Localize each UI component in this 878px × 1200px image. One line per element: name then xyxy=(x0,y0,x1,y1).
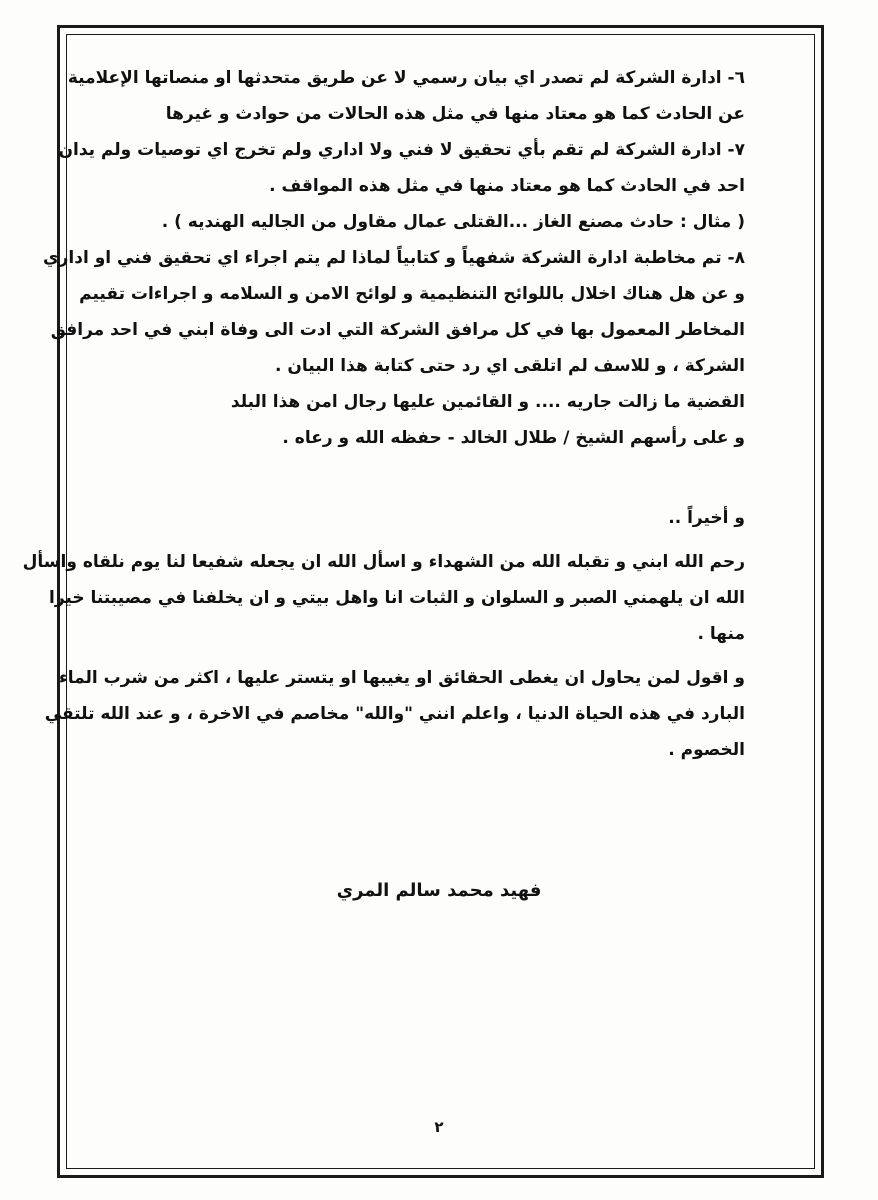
item-8-line: و عن هل هناك اخلال باللوائح التنظيمية و لوائح الامن و السلامه و اجراءات تقييم xyxy=(79,284,745,304)
closing-para1-line: منها . xyxy=(697,624,745,644)
closing-para1-line: رحم الله ابني و تقبله الله من الشهداء و اسأل الله ان يجعله شفيعا لنا يوم نلقاه واسأل xyxy=(22,552,745,572)
item-7-paragraph xyxy=(58,132,745,240)
closing-para1-line: الله ان يلهمني الصبر و السلوان و الثبات انا واهل بيتي و ان يخلفنا في مصيبتنا خيرا xyxy=(49,588,745,608)
item-8-line: الشركة ، و للاسف لم اتلقى اي رد حتى كتابة هذا البيان . xyxy=(275,356,745,376)
closing-para2-line: الخصوم . xyxy=(668,740,745,760)
page-number: ٢ xyxy=(434,1118,444,1136)
item-7-line: ٧- ادارة الشركة لم تقم بأي تحقيق لا فني ولا اداري ولم تخرج اي توصيات ولم يدان xyxy=(58,140,745,160)
spacer xyxy=(125,652,745,660)
closing-heading: و أخيراً .. xyxy=(668,508,745,528)
spacer xyxy=(125,456,745,500)
case-line: القضية ما زالت جاريه .... و القائمين عليها رجال امن هذا البلد xyxy=(230,392,745,412)
item-8-line: المخاطر المعمول بها في كل مرافق الشركة التي ادت الى وفاة ابني في احد مرافق xyxy=(50,320,745,340)
item-8-paragraph xyxy=(43,240,745,384)
document-body xyxy=(22,60,745,768)
item-7-line: احد في الحادث كما هو معتاد منها في مثل هذه المواقف . xyxy=(269,176,745,196)
closing-para2-line: البارد في هذه الحياة الدنيا ، واعلم انني "والله" مخاصم في الاخرة ، و عند الله تلتقي xyxy=(44,704,745,724)
case-paragraph xyxy=(125,384,745,456)
item-7-example: ( مثال : حادث مصنع الغاز ...القتلى عمال مقاول من الجاليه الهنديه ) . xyxy=(161,212,745,232)
signature-name: فهيد محمد سالم المري xyxy=(336,880,542,901)
closing-para2-line: و اقول لمن يحاول ان يغطى الحقائق او يغيبها او يتستر عليها ، اكثر من شرب الماء xyxy=(59,668,745,688)
spacer xyxy=(125,536,745,544)
item-6-line: عن الحادث كما هو معتاد منها في مثل هذه الحالات من حوادث و غيرها xyxy=(165,104,745,124)
case-line: و على رأسهم الشيخ / طلال الخالد - حفظه الله و رعاه . xyxy=(282,428,745,448)
item-6-paragraph xyxy=(67,60,745,132)
item-6-line: ٦- ادارة الشركة لم تصدر اي بيان رسمي لا عن طريق متحدثها او منصاتها الإعلامية xyxy=(67,68,745,88)
item-8-line: ٨- تم مخاطبة ادارة الشركة شفهياً و كتابياً لماذا لم يتم اجراء اي تحقيق فني او اداري xyxy=(43,248,745,268)
closing-section xyxy=(22,500,745,768)
